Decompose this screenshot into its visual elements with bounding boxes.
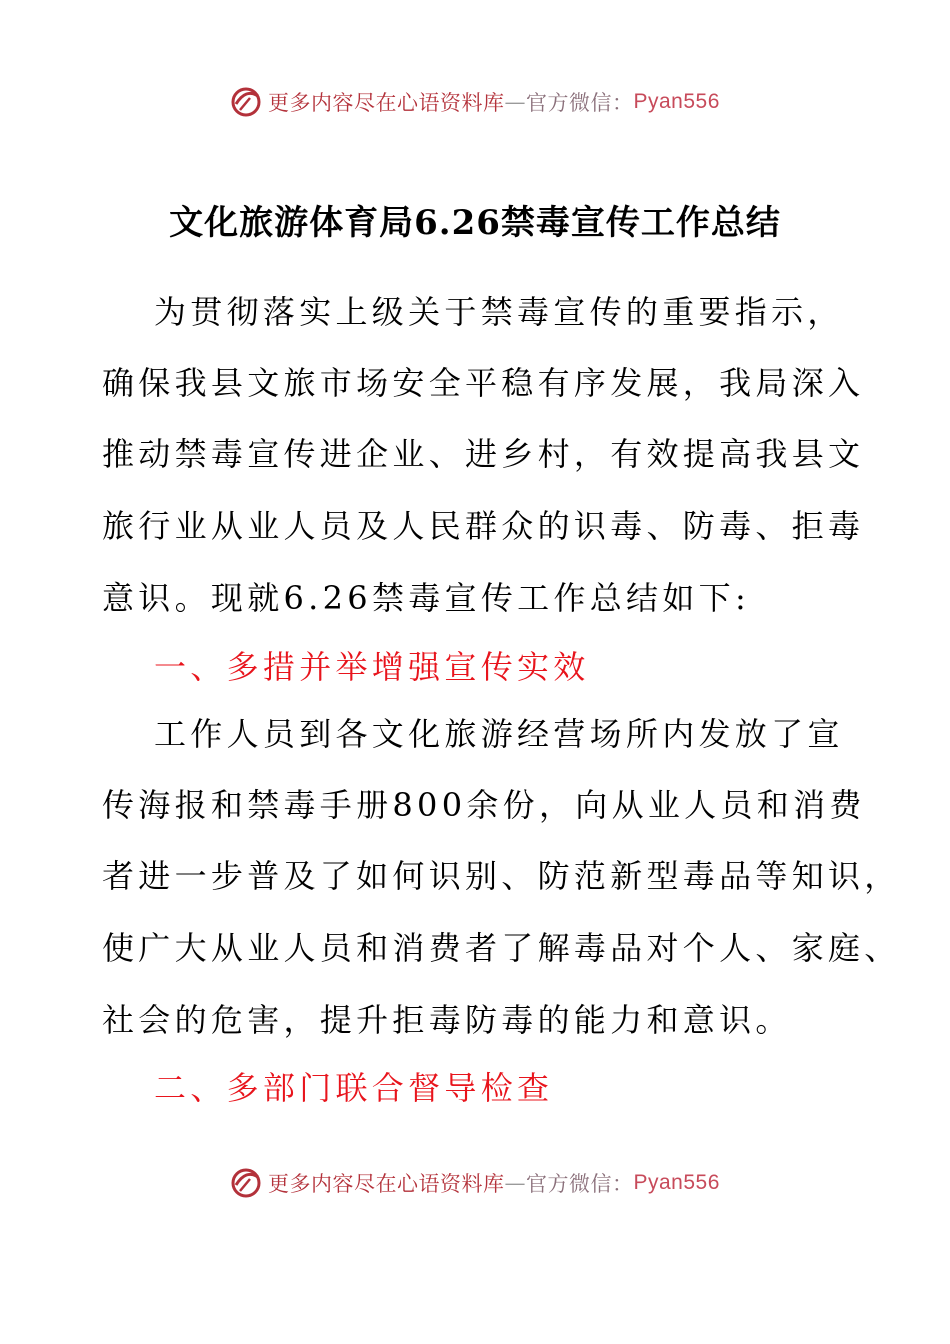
intro-line-1: 为贯彻落实上级关于禁毒宣传的重要指示， xyxy=(154,293,844,331)
section1-line-2: 传海报和禁毒手册800余份，向从业人员和消费 xyxy=(102,786,866,824)
watermark-separator: — xyxy=(504,1171,526,1195)
section1-line-3: 者进一步普及了如何识别、防范新型毒品等知识， xyxy=(102,857,901,895)
section1-line-4: 使广大从业人员和消费者了解毒品对个人、家庭、 xyxy=(102,929,901,967)
watermark-banner-bottom xyxy=(228,1163,720,1203)
watermark-lead-text: 更多内容尽在心语资料库 xyxy=(268,1172,505,1196)
watermark-wechat-label: 官方微信： xyxy=(526,91,634,115)
intro-line-2: 确保我县文旅市场安全平稳有序发展，我局深入 xyxy=(102,364,865,402)
watermark-wechat-id: Pyan556 xyxy=(633,1171,720,1194)
section1-line-1: 工作人员到各文化旅游经营场所内发放了宣 xyxy=(154,715,844,753)
watermark-lead-text: 更多内容尽在心语资料库 xyxy=(268,91,505,115)
intro-line-4: 旅行业从业人员及人民群众的识毒、防毒、拒毒 xyxy=(102,507,865,545)
brand-logo-icon xyxy=(228,1165,264,1201)
watermark-separator: — xyxy=(504,90,526,114)
watermark-wechat-id: Pyan556 xyxy=(633,90,720,113)
section1-line-5: 社会的危害，提升拒毒防毒的能力和意识。 xyxy=(102,1001,792,1039)
section1-heading: 一、多措并举增强宣传实效 xyxy=(154,648,590,686)
brand-logo-icon xyxy=(228,84,264,120)
document-title: 文化旅游体育局6.26禁毒宣传工作总结 xyxy=(169,203,781,243)
watermark-wechat-label: 官方微信： xyxy=(526,1172,634,1196)
section2-heading: 二、多部门联合督导检查 xyxy=(154,1069,554,1107)
intro-line-3: 推动禁毒宣传进企业、进乡村，有效提高我县文 xyxy=(102,435,865,473)
intro-line-5: 意识。现就6.26禁毒宣传工作总结如下: xyxy=(102,579,751,617)
watermark-banner-top xyxy=(228,82,720,122)
